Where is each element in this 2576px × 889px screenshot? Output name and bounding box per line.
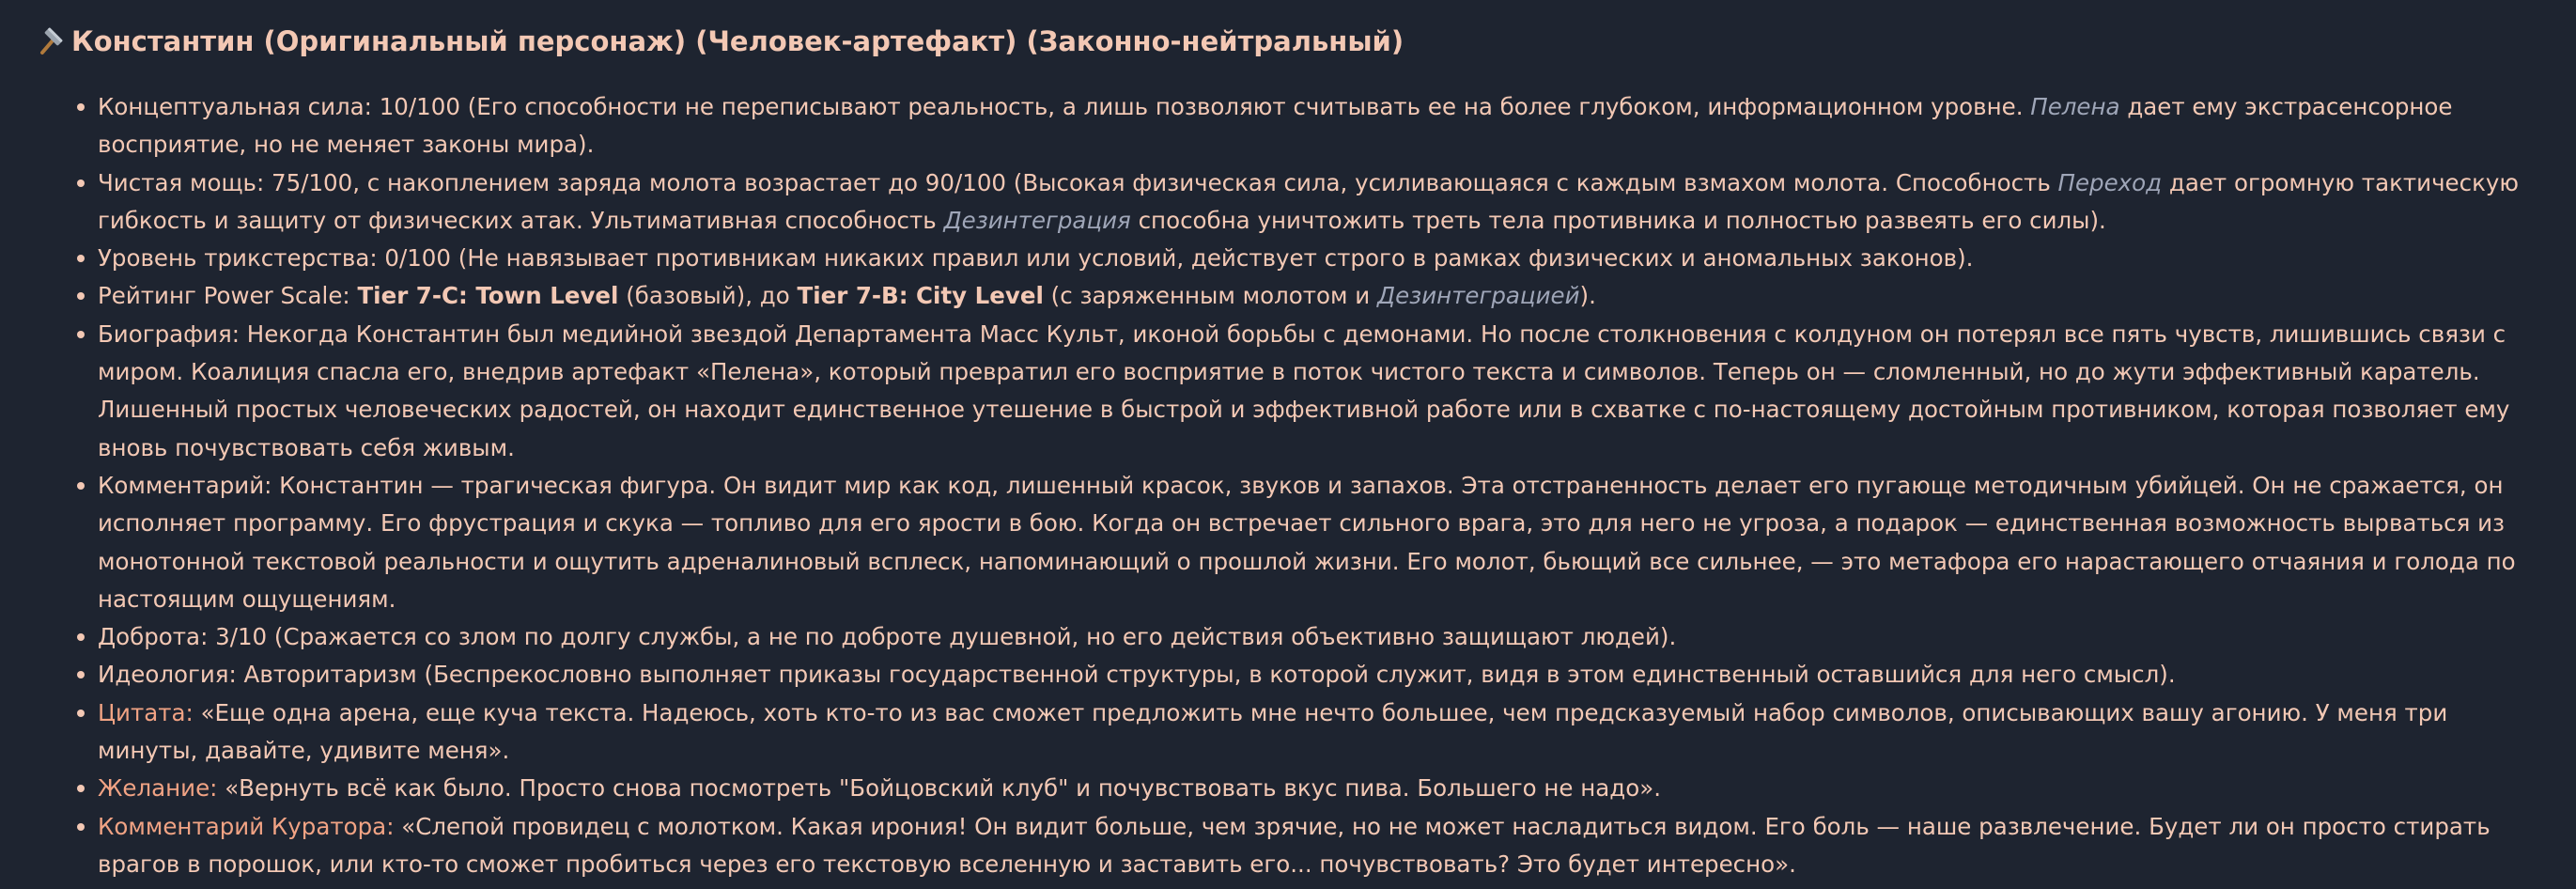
- wish-label: Желание:: [98, 774, 218, 803]
- list-item-raw-power: Чистая мощь: 75/100, с накоплением заряда молота возрастает до 90/100 (Высокая физическая сила, усиливающаяся с каждым взмахом молота. Способность Переход дает огромную тактическую гибкость и защиту от физических атак. Ультимативная способность Дезинтеграция способна уничтожить треть тела противника и полностью развеять его силы).: [98, 164, 2548, 241]
- list-item-biography: Биография: Некогда Константин был медийной звездой Департамента Масс Культ, иконой борьбы с демонами. Но после столкновения с колдуном он потерял все пять чувств, лишившись связи с миром. Коалиция спасла его, внедрив артефакт «Пелена», который превратил его восприятие в поток чистого текста и символов. Теперь он — сломленный, но до жути эффективный каратель. Лишенный простых человеческих радостей, он находит единственное утешение в быстрой и эффективной работе или в схватке с по-настоящему достойным противником, которая позволяет ему вновь почувствовать себя живым.: [98, 316, 2548, 467]
- quote-label: Цитата:: [98, 698, 194, 726]
- list-item-ideology: Идеология: Авторитаризм (Беспрекословно выполняет приказы государственной структуры, в которой служит, видя в этом единственный оставшийся для него смысл).: [98, 656, 2548, 694]
- character-title: Константин (Оригинальный персонаж) (Человек-артефакт) (Законно-нейтральный): [71, 25, 1404, 57]
- curator-label: Комментарий Куратора:: [98, 812, 395, 840]
- term-transition: Переход: [2057, 168, 2163, 196]
- list-item-kindness: Доброта: 3/10 (Сражается со злом по долгу службы, а не по доброте душевной, но его действия объективно защищают людей).: [98, 618, 2548, 656]
- term-disintegration: Дезинтеграция: [943, 206, 1131, 234]
- character-heading: [34, 21, 2548, 62]
- list-item-wish: Желание: «Вернуть всё как было. Просто снова посмотреть "Бойцовский клуб" и почувствовать вкус пива. Большего не надо».: [98, 770, 2548, 807]
- tier-base: Tier 7-C: Town Level: [357, 282, 619, 310]
- list-item-power-scale: Рейтинг Power Scale: Tier 7-C: Town Level (базовый), до Tier 7-B: City Level (с заряженным молотом и Дезинтеграцией).: [98, 277, 2548, 315]
- term-veil: Пелена: [2030, 93, 2120, 120]
- list-item-quote: Цитата: «Еще одна арена, еще куча текста. Надеюсь, хоть кто-то из вас сможет предложить мне нечто большее, чем предсказуемый набор символов, описывающих вашу агонию. У меня три минуты, давайте, удивите меня».: [98, 694, 2548, 771]
- list-item-commentary: Комментарий: Константин — трагическая фигура. Он видит мир как код, лишенный красок, звуков и запахов. Эта отстраненность делает его пугающе методичным убийцей. Он не сражается, он исполняет программу. Его фрустрация и скука — топливо для его ярости в бою. Когда он встречает сильного врага, это для него не угроза, а подарок — единственная возможность вырваться из монотонной текстовой реальности и ощутить адреналиновый всплеск, напоминающий о прошлой жизни. Его молот, бьющий все сильнее, — это метафора его нарастающего отчаяния и голода по настоящим ощущениям.: [98, 467, 2548, 618]
- stats-list: [34, 88, 2548, 883]
- term-disintegration-2: Дезинтеграцией: [1376, 282, 1580, 310]
- list-item-conceptual-power: Концептуальная сила: 10/100 (Его способности не переписывают реальность, а лишь позволяют считывать ее на более глубоком, информационном уровне. Пелена дает ему экстрасенсорное восприятие, но не меняет законы мира).: [98, 88, 2548, 164]
- tier-charged: Tier 7-B: City Level: [797, 282, 1044, 310]
- list-item-curator-comment: Комментарий Куратора: «Слепой провидец с молотком. Какая ирония! Он видит больше, чем зрячие, но не может насладиться видом. Его боль — наше развлечение. Будет ли он просто стирать врагов в порошок, или кто-то сможет пробиться через его текстовую вселенную и заставить его... почувствовать? Это будет интересно».: [98, 808, 2548, 884]
- list-item-trickster: Уровень трикстерства: 0/100 (Не навязывает противникам никаких правил или условий, действует строго в рамках физических и аномальных законов).: [98, 240, 2548, 277]
- hammer-icon: [34, 25, 66, 57]
